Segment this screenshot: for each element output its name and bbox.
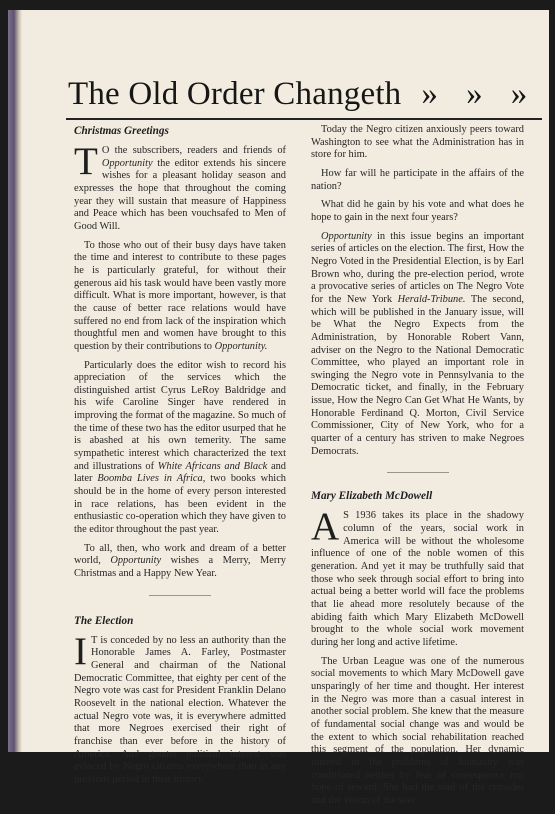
drop-cap: I xyxy=(74,629,87,673)
section-divider xyxy=(149,595,211,596)
chevron-mark: » xyxy=(510,76,528,112)
section-heading-christmas-greetings: Christmas Greetings xyxy=(74,125,169,137)
title-rule xyxy=(66,118,542,120)
paragraph: To all, then, who work and dream of a better world, Opportunity wishes a Merry, Merry Christmas and a Happy New Year. xyxy=(74,542,286,579)
page-title: The Old Order Changeth » » » xyxy=(68,76,528,112)
paragraph: Particularly does the editor wish to record his appreciation of the services which the distinguished artist Cyrus LeRoy Baldridge and his wife Caroline Singer have rendered in improving the format of the magazine. So much of the time of these two has the editor usurped that he is abashed at his own temerity. The same sympathetic interest which characterized the text and illustrations of White Africans and Black and later Boomba Lives in Africa, two books which should be in the home of every person interested in race relations, has been evident in the enthusiastic co-operation which they have given to the editor throughout the past year. xyxy=(74,359,286,536)
paragraph: T O the subscribers, readers and friends of Opportunity the editor extends his sincere wishes for a pleasant holiday season and expresses the hope that throughout the coming year they will sustain that measure of Happiness and Peace which has been vouchsafed to Men of Good Will. xyxy=(74,140,286,232)
left-column xyxy=(74,124,286,793)
paragraph: I T is conceded by no less an authority than the Honorable James A. Farley, Postmaster General and chairman of the National Democratic Committee, that eighty per cent of the Negro vote was cast for President Franklin Delano Roosevelt in the national election. Whatever the actual Negro vote was, it is everywhere admitted that more Negroes exercised their right of franchise than ever before in the history of America. And greater political interest was evinced by Negro citizens everywhere than in any previous period in their history. xyxy=(74,629,286,785)
paragraph: What did he gain by his vote and what does he hope to gain in the next four years? xyxy=(311,199,524,223)
paragraph: The Urban League was one of the numerous social movements to which Mary McDowell gave unsparingly of her time and thought. Her interest in the Negro was more than a casual interest in another social problem. She knew that the measure of fundamental social change was and would be the extent to which social rehabilitation reached this segment of the population. Her dynamic interest in the problems of humanity was conditioned neither by fear of consequence nor hope of reward. She had the soul of the crusader and the vision of the seer. xyxy=(311,655,524,806)
paragraph: A S 1936 takes its place in the shadowy column of the years, social work in America will be without the wholesome influence of one of the noble women of this generation. And yet it may be truthfully said that those who seek through social effort to bring into actual being a better world will face the problems that lie ahead more resolutely because of the abiding faith which Mary Elizabeth McDowell brought to the whole social work movement during her long and active lifetime. xyxy=(311,505,524,648)
section-heading-mary-elizabeth-mcdowell: Mary Elizabeth McDowell xyxy=(311,490,433,503)
paragraph: Today the Negro citizen anxiously peers toward Washington to see what the Administration has in store for him. xyxy=(311,124,524,161)
chevron-mark: » xyxy=(421,76,439,112)
paragraph: To those who out of their busy days have taken the time and interest to contribute to these pages he is particularly grateful, for without their generous aid his task would have been vastly more difficult. What is more important, however, is that the cause of better race relations would have suffered no end from lack of the inspiration which thoughtful men and women have brought to this question by their contributions to Opportunity. xyxy=(74,239,286,352)
right-column xyxy=(311,124,524,814)
section-divider xyxy=(387,472,449,473)
section-heading-the-election: The Election xyxy=(74,614,134,627)
magazine-page xyxy=(8,10,549,806)
paragraph: How far will he participate in the affairs of the nation? xyxy=(311,167,524,192)
drop-cap: A xyxy=(311,505,340,549)
chevron-mark: » xyxy=(466,76,483,112)
paragraph: Opportunity in this issue begins an important series of articles on the election. The first, How the Negro Voted in the Presidential Election, is by Earl Brown who, during the pre-election period, wrote a provocative series of articles on The Negro Vote for the New York Herald-Tribune. The second, which will be published in the January issue, will be What the Negro Expects from the Administration, by Honorable Robert Vann, adviser on the Negro to the National Democratic Committee, who played an important role in swinging the Negro vote in Pennsylvania to the Democratic ticket, and finally, in the February issue, How the Negro Can Get What He Wants, by Honorable Ferdinand Q. Morton, Civil Service Commissioner, City of New York, who for a quarter of a century has striven to make Negroes Democrats. xyxy=(311,230,524,457)
drop-cap: T xyxy=(74,140,98,183)
page-binding-edge xyxy=(8,10,22,752)
